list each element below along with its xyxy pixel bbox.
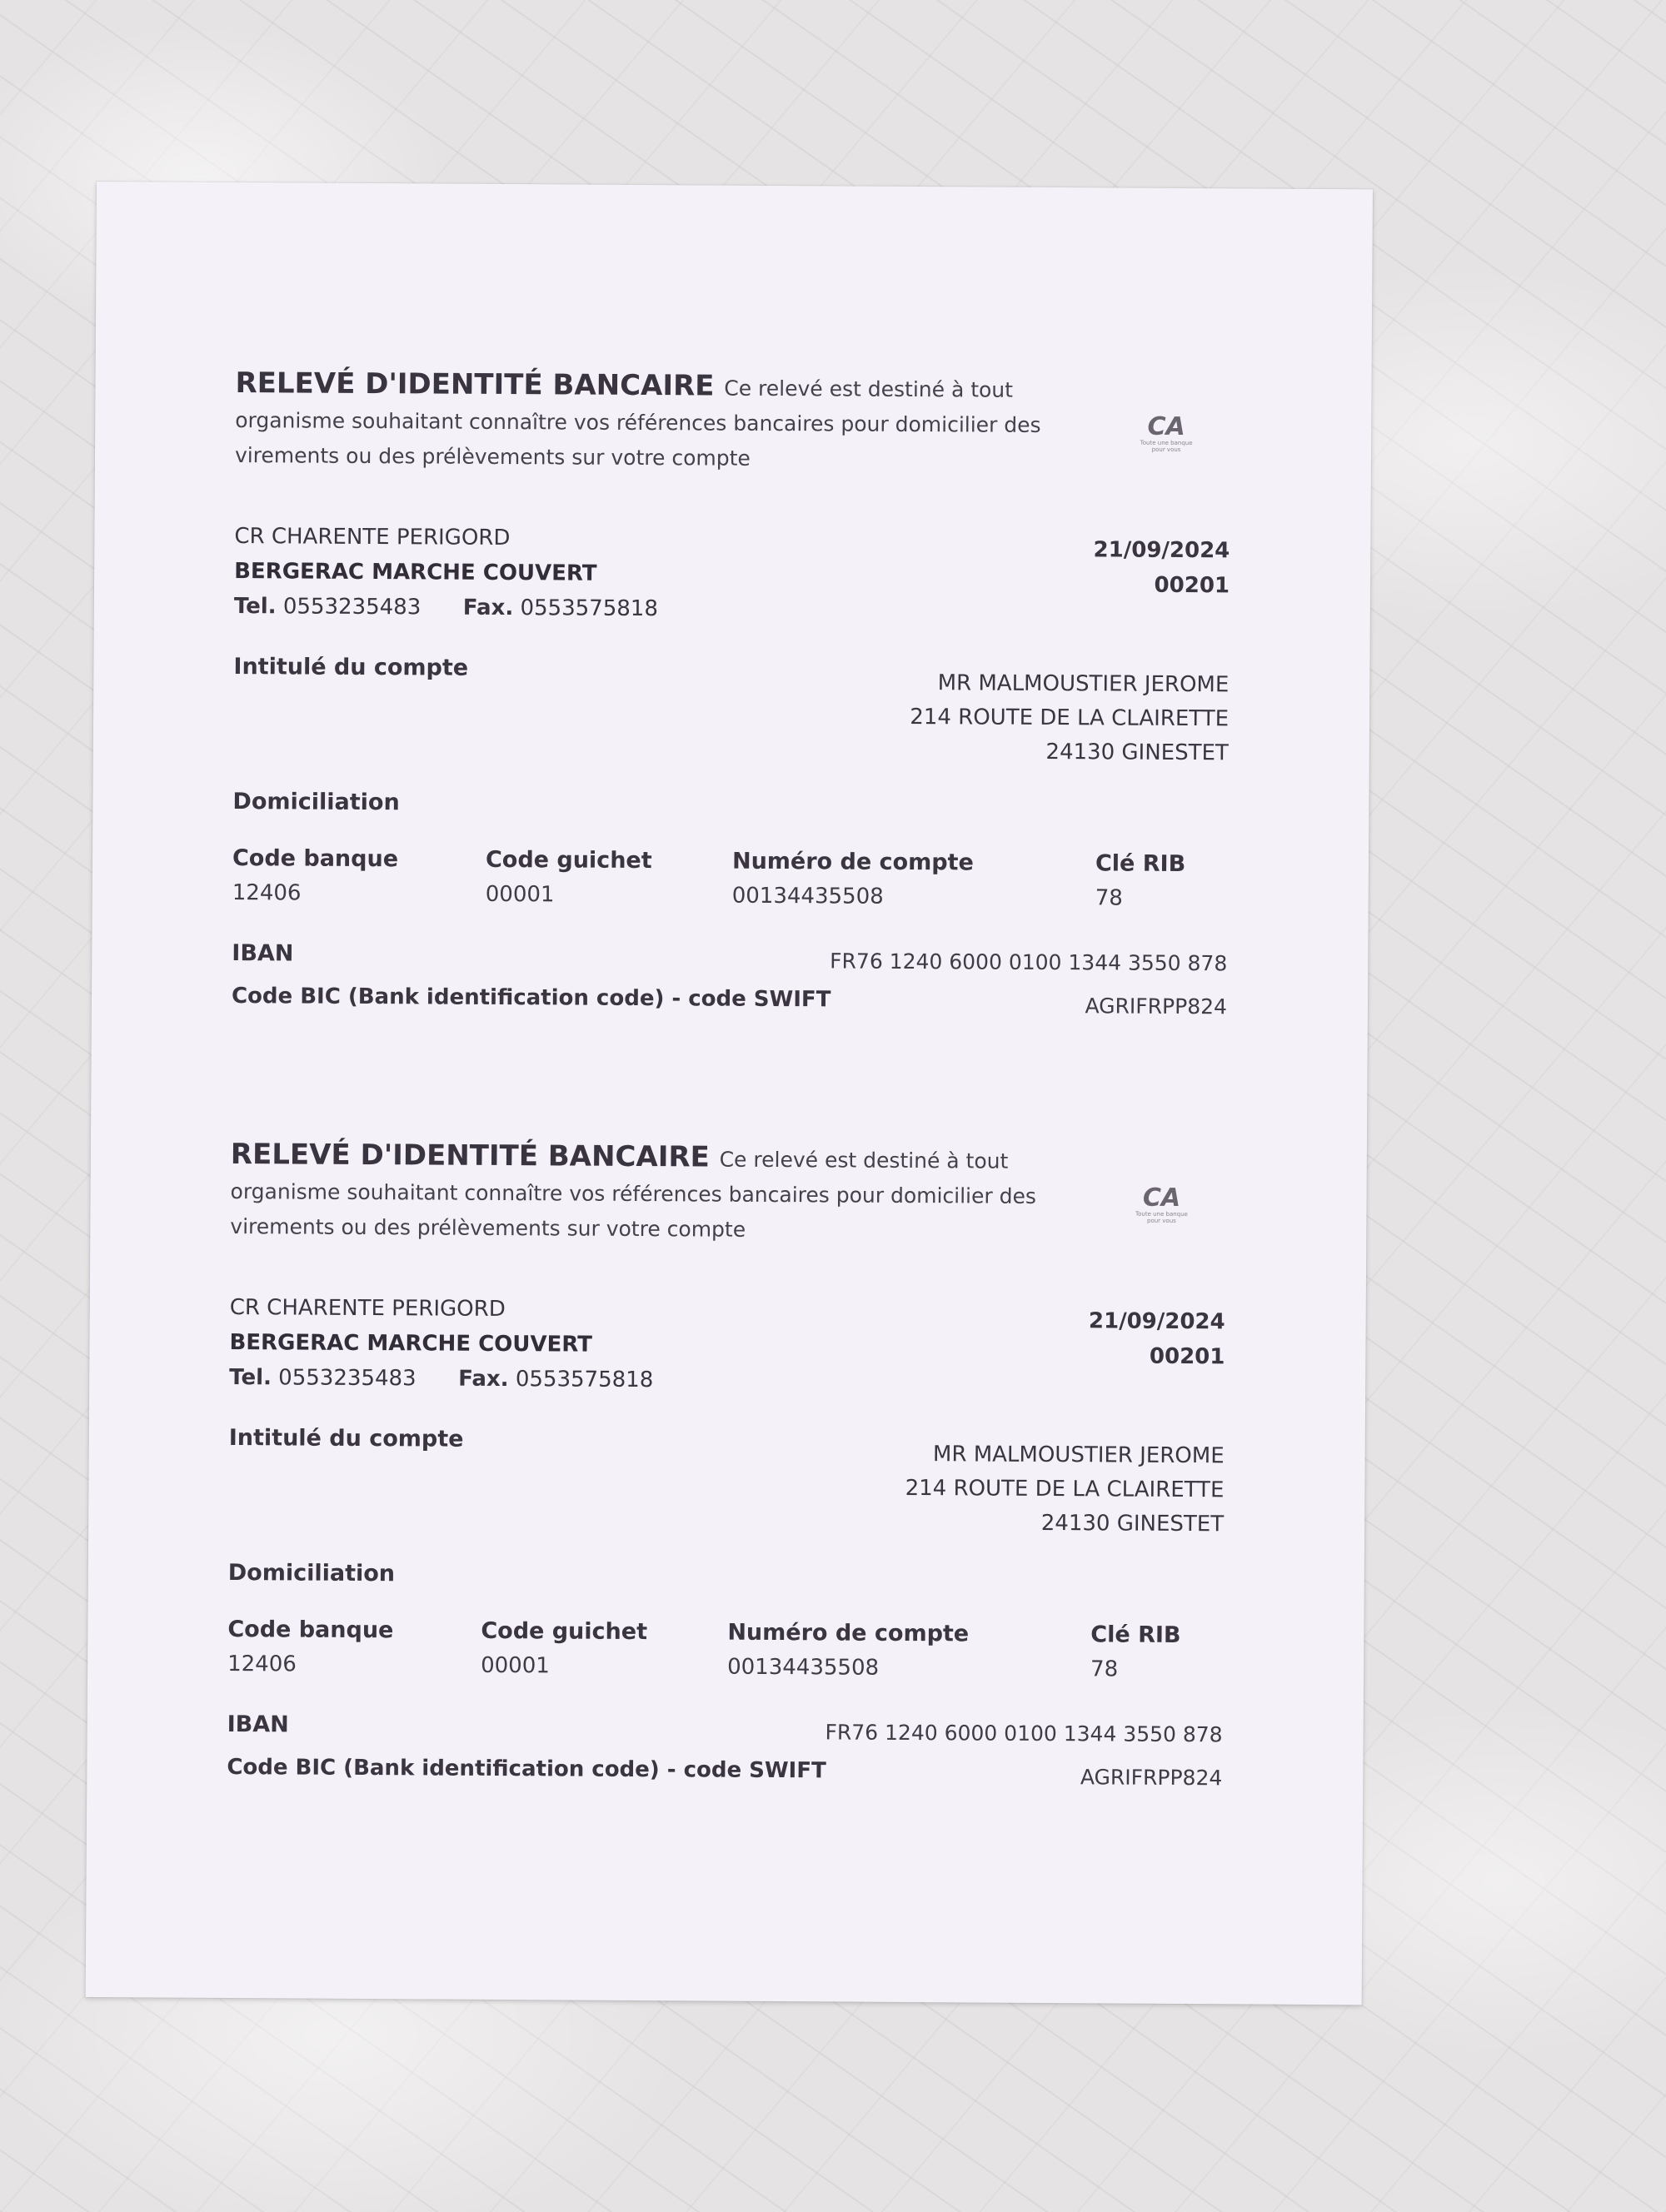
rib-title: RELEVÉ D'IDENTITÉ BANCAIRE bbox=[235, 366, 725, 403]
code-banque-label: Code banque bbox=[232, 845, 399, 873]
tel-label: Tel. bbox=[229, 1364, 272, 1391]
holder-city: 24130 GINESTET bbox=[1040, 1510, 1225, 1537]
bank-logo-icon: CA bbox=[1147, 411, 1185, 441]
account-title-label: Intitulé du compte bbox=[233, 654, 469, 681]
tel-number: 0553235483 bbox=[282, 594, 421, 620]
code-banque-value: 12406 bbox=[232, 880, 302, 906]
statement-code: 00201 bbox=[1154, 572, 1230, 599]
account-number-value: 00134435508 bbox=[731, 883, 884, 909]
domiciliation-label: Domiciliation bbox=[232, 789, 400, 816]
account-number-label: Numéro de compte bbox=[731, 848, 974, 876]
cle-rib-label: Clé RIB bbox=[1095, 850, 1186, 878]
statement-date: 21/09/2024 bbox=[1088, 1308, 1225, 1335]
holder-city: 24130 GINESTET bbox=[1045, 739, 1229, 766]
cle-rib-value: 78 bbox=[1090, 1657, 1119, 1682]
rib-block-1 bbox=[232, 366, 1231, 1054]
account-holder bbox=[905, 1437, 1225, 1542]
fax-number: 0553575818 bbox=[520, 595, 659, 622]
holder-name: MR MALMOUSTIER JEROME bbox=[937, 670, 1230, 698]
bic-value: AGRIFRPP824 bbox=[1085, 994, 1228, 1019]
account-holder bbox=[910, 666, 1230, 770]
tel-label: Tel. bbox=[233, 594, 277, 620]
code-banque-value: 12406 bbox=[227, 1651, 297, 1677]
rib-header bbox=[235, 366, 1119, 478]
bank-name: CR CHARENTE PERIGORD bbox=[234, 524, 511, 551]
code-guichet-value: 00001 bbox=[485, 881, 555, 908]
code-guichet-value: 00001 bbox=[481, 1652, 550, 1679]
iban-value: FR76 1240 6000 0100 1344 3550 878 bbox=[830, 949, 1228, 976]
bank-logo-tagline: Toute une banque pour vous bbox=[1140, 439, 1193, 453]
bic-label: Code BIC (Bank identification code) - code SWIFT bbox=[231, 984, 831, 1013]
iban-value: FR76 1240 6000 0100 1344 3550 878 bbox=[825, 1720, 1223, 1747]
paper-sheet bbox=[86, 182, 1373, 2005]
cle-rib-value: 78 bbox=[1095, 885, 1123, 911]
contact-line bbox=[234, 594, 658, 621]
holder-street: 214 ROUTE DE LA CLAIRETTE bbox=[905, 1475, 1225, 1503]
code-guichet-label: Code guichet bbox=[485, 846, 652, 874]
bank-logo bbox=[1130, 1183, 1192, 1231]
fax-label: Fax. bbox=[458, 1366, 509, 1392]
cle-rib-label: Clé RIB bbox=[1090, 1622, 1181, 1648]
rib-intro-text: Ce relevé est destiné à tout organisme souhaitant connaître vos références bancaires pour domicilier des virements ou des prélèvements sur votre compte bbox=[230, 1147, 1037, 1242]
holder-name: MR MALMOUSTIER JEROME bbox=[932, 1442, 1225, 1469]
holder-street: 214 ROUTE DE LA CLAIRETTE bbox=[910, 704, 1230, 732]
fax-number: 0553575818 bbox=[515, 1367, 654, 1393]
rib-block-2 bbox=[227, 1137, 1226, 1826]
code-banque-label: Code banque bbox=[227, 1616, 394, 1644]
bank-logo-tagline: Toute une banque pour vous bbox=[1135, 1210, 1188, 1224]
rib-title: RELEVÉ D'IDENTITÉ BANCAIRE bbox=[230, 1138, 720, 1174]
rib-header bbox=[230, 1137, 1114, 1249]
agency-name: BERGERAC MARCHE COUVERT bbox=[229, 1330, 592, 1358]
tel-number: 0553235483 bbox=[278, 1365, 416, 1392]
bank-logo-icon: CA bbox=[1142, 1183, 1181, 1213]
iban-label: IBAN bbox=[227, 1711, 289, 1738]
bic-value: AGRIFRPP824 bbox=[1080, 1765, 1223, 1791]
contact-line bbox=[229, 1365, 653, 1392]
agency-name: BERGERAC MARCHE COUVERT bbox=[234, 559, 597, 586]
code-guichet-label: Code guichet bbox=[481, 1617, 648, 1646]
bank-logo bbox=[1135, 411, 1197, 460]
fax-label: Fax. bbox=[462, 595, 514, 621]
bank-name: CR CHARENTE PERIGORD bbox=[229, 1295, 506, 1323]
statement-date: 21/09/2024 bbox=[1093, 537, 1230, 564]
account-number-value: 00134435508 bbox=[727, 1654, 880, 1681]
rib-intro-text: Ce relevé est destiné à tout organisme souhaitant connaître vos références bancaires pour domicilier des virements ou des prélèvements sur votre compte bbox=[234, 376, 1041, 471]
domiciliation-label: Domiciliation bbox=[227, 1559, 396, 1587]
account-number-label: Numéro de compte bbox=[727, 1619, 970, 1647]
account-title-label: Intitulé du compte bbox=[228, 1424, 464, 1452]
bic-label: Code BIC (Bank identification code) - code SWIFT bbox=[227, 1754, 826, 1784]
statement-code: 00201 bbox=[1149, 1343, 1225, 1370]
iban-label: IBAN bbox=[232, 940, 294, 967]
